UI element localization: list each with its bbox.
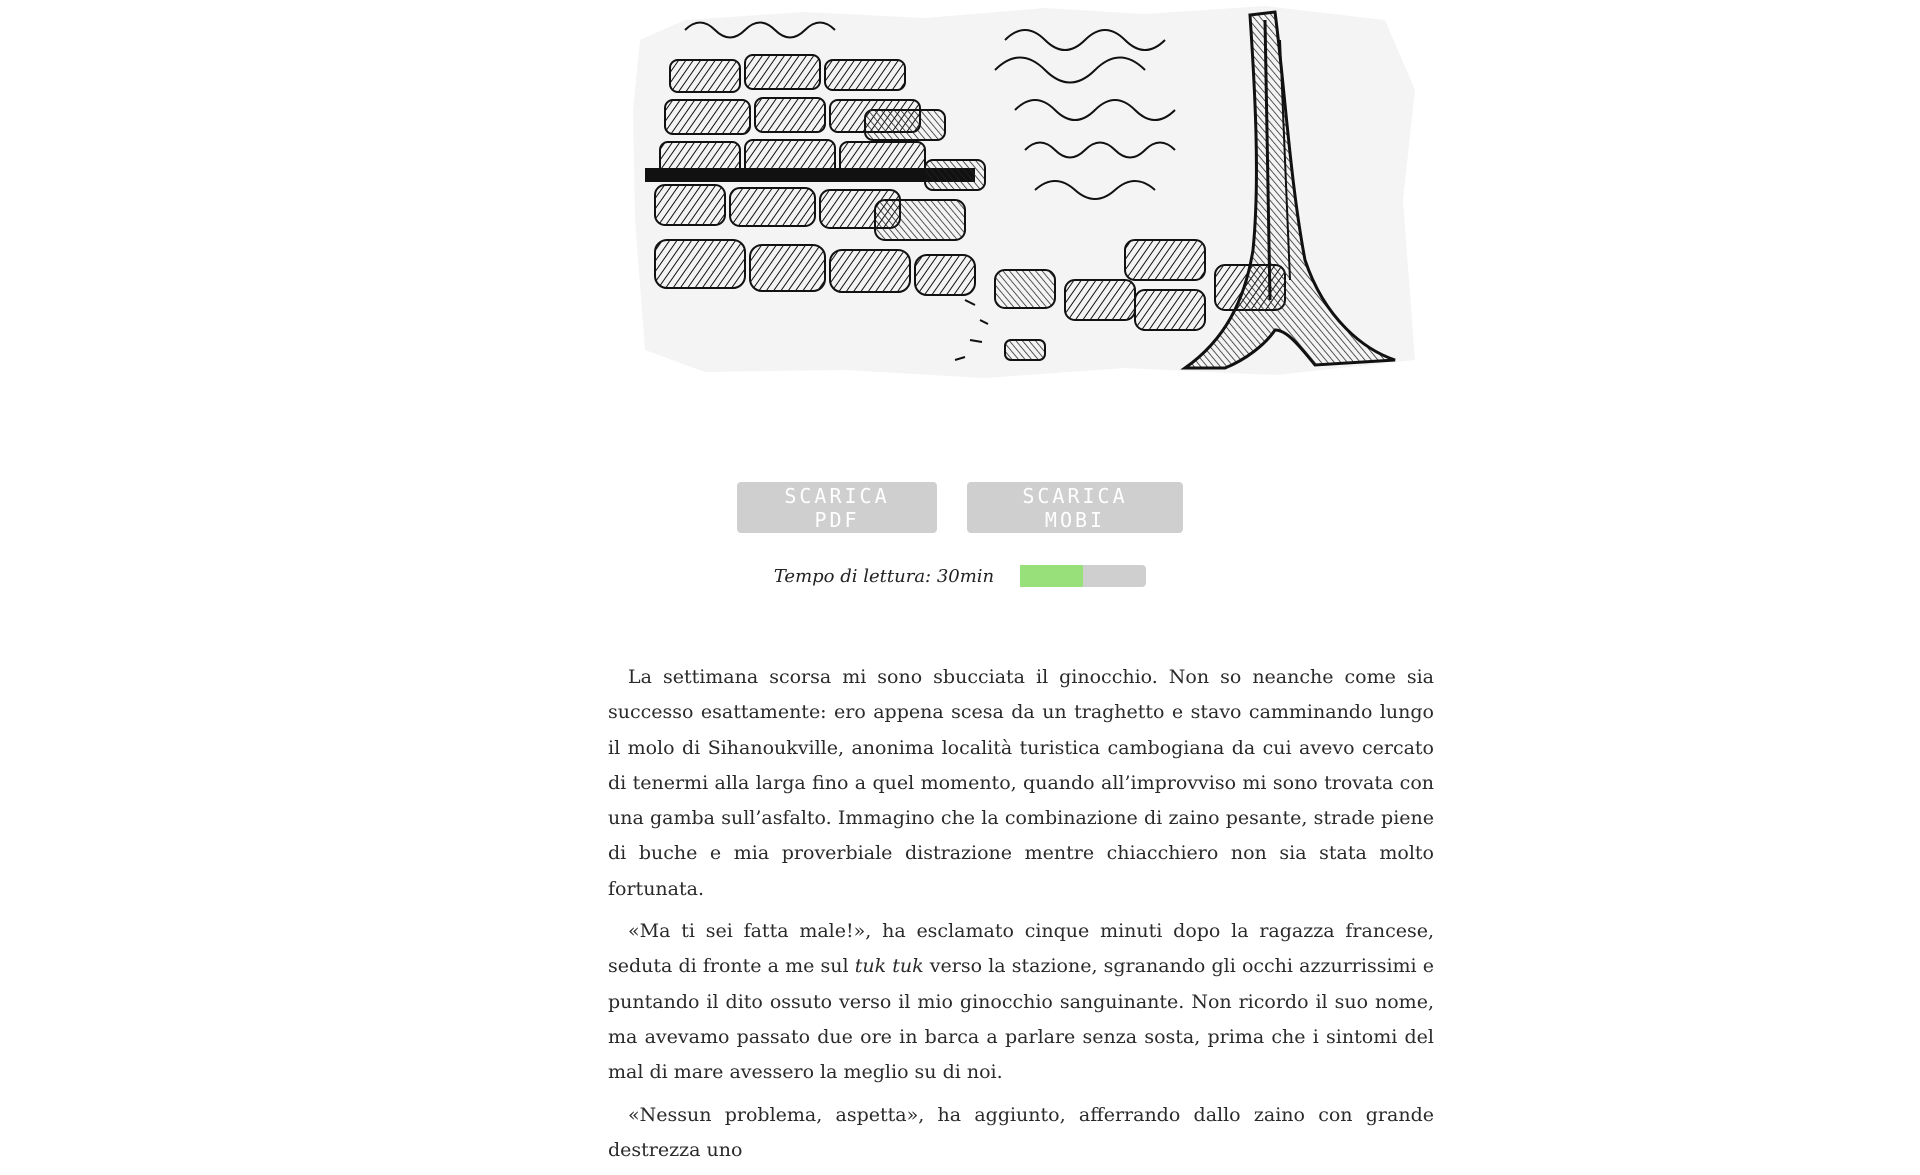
article-paragraph: [608, 914, 1434, 1090]
forest-ruins-sketch-icon: [625, 0, 1415, 385]
article-emphasis: tuk tuk: [854, 955, 924, 978]
article-text: «Ma ti sei fatta male!», ha esclamato cinque minuti dopo la ragazza francese, seduta di fronte a me sul: [608, 920, 1434, 978]
reading-progress-fill: [1020, 565, 1083, 587]
reading-progress-bar: [1020, 565, 1146, 587]
article-body: [608, 660, 1434, 1175]
download-buttons: [0, 482, 1920, 533]
article-paragraph: La settimana scorsa mi sono sbucciata il ginocchio. Non so neanche come sia successo esattamente: ero appena scesa da un traghetto e stavo camminando lungo il molo di Sihanoukville, anonima località turistica cambogiana da cui avevo cercato di tenermi alla larga fino a quel momento, quando all’improvviso mi sono trovata con una gamba sull’asfalto. Immagino che la combinazione di zaino pesante, strade piene di buche e mia proverbiale distrazione mentre chiacchiero non sia stata molto fortunata.: [608, 666, 1434, 900]
download-mobi-button[interactable]: SCARICA MOBI: [967, 482, 1183, 533]
download-pdf-button[interactable]: SCARICA PDF: [737, 482, 937, 533]
article-text: verso la stazione, sgranando gli occhi azzurrissimi e puntando il dito ossuto verso il mio ginocchio sanguinante. Non ricordo il suo nome, ma avevamo passato due ore in barca a parlare senza sosta, prima che i sintomi del mal di mare avessero la meglio su di noi.: [608, 955, 1435, 1084]
reading-time: [0, 565, 1920, 587]
header-illustration: [625, 0, 1415, 385]
reading-time-label: Tempo di lettura: 30min: [773, 565, 995, 587]
article-paragraph: «Nessun problema, aspetta», ha aggiunto, afferrando dallo zaino con grande destrezza uno: [608, 1103, 1434, 1161]
